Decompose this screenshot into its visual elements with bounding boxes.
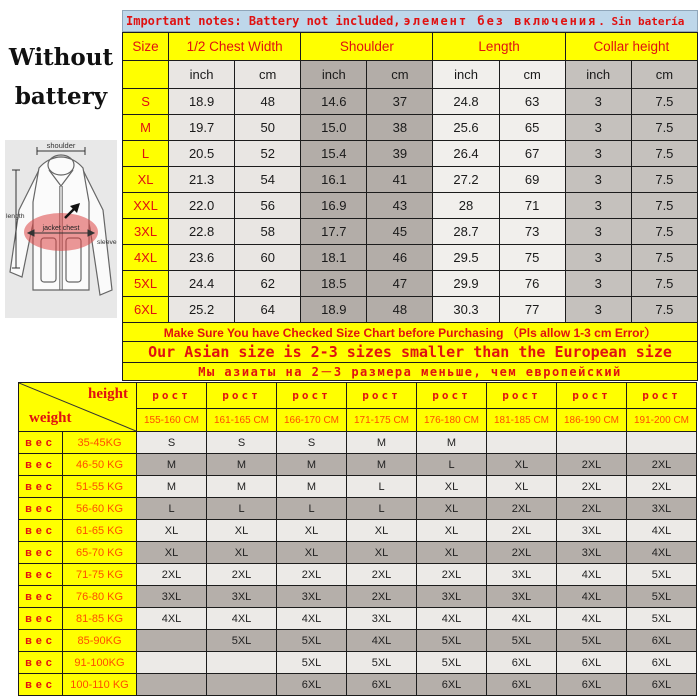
recommended-size-cell: 4XL bbox=[487, 608, 557, 630]
measurement-cell: 46 bbox=[367, 245, 433, 271]
measurement-cell: 30.3 bbox=[433, 297, 499, 323]
measurement-cell: 39 bbox=[367, 141, 433, 167]
recommended-size-cell: XL bbox=[347, 520, 417, 542]
height-range-header: 171-175 CM bbox=[347, 409, 417, 432]
recommended-size-cell: 6XL bbox=[557, 674, 627, 696]
measurement-cell: 76 bbox=[499, 271, 565, 297]
weight-row-label: вес bbox=[19, 652, 63, 674]
measurement-cell: 15.4 bbox=[301, 141, 367, 167]
recommended-size-cell: 3XL bbox=[487, 586, 557, 608]
size-label: 6XL bbox=[123, 297, 169, 323]
without-battery-line2: battery bbox=[14, 83, 108, 111]
measurement-cell: 62 bbox=[235, 271, 301, 297]
measurement-cell: 43 bbox=[367, 193, 433, 219]
measurement-cell: 18.5 bbox=[301, 271, 367, 297]
measurement-cell: 20.5 bbox=[169, 141, 235, 167]
recommended-size-cell: 2XL bbox=[137, 564, 207, 586]
recommended-size-cell: L bbox=[347, 476, 417, 498]
weight-row-label: вес bbox=[19, 432, 63, 454]
jacket-measurement-diagram bbox=[5, 140, 117, 318]
measurement-cell: 71 bbox=[499, 193, 565, 219]
measurement-cell: 27.2 bbox=[433, 167, 499, 193]
weight-row-label: вес bbox=[19, 630, 63, 652]
length-measure-label: length bbox=[6, 213, 25, 221]
weight-row bbox=[19, 432, 697, 454]
weight-range-cell: 65-70 KG bbox=[63, 542, 137, 564]
recommended-size-cell: 4XL bbox=[557, 564, 627, 586]
recommended-size-cell: 5XL bbox=[487, 630, 557, 652]
recommended-size-cell: L bbox=[347, 498, 417, 520]
recommended-size-cell: L bbox=[277, 498, 347, 520]
recommended-size-cell: 4XL bbox=[277, 608, 347, 630]
banner-text-english: Important notes: Battery not included, bbox=[126, 14, 401, 28]
measurement-cell: 16.9 bbox=[301, 193, 367, 219]
measurement-cell: 65 bbox=[499, 115, 565, 141]
height-column-header: рост bbox=[347, 383, 417, 409]
recommended-size-cell: M bbox=[417, 432, 487, 454]
recommended-size-cell: M bbox=[277, 454, 347, 476]
weight-row bbox=[19, 542, 697, 564]
weight-row-label: вес bbox=[19, 476, 63, 498]
measurement-cell: 3 bbox=[565, 115, 631, 141]
measurement-cell: 29.5 bbox=[433, 245, 499, 271]
recommended-size-cell: 2XL bbox=[627, 454, 697, 476]
weight-row-label: вес bbox=[19, 674, 63, 696]
measurement-cell: 7.5 bbox=[631, 219, 697, 245]
recommended-size-cell: 2XL bbox=[277, 564, 347, 586]
recommended-size-cell: 2XL bbox=[487, 520, 557, 542]
unit-header: cm bbox=[499, 61, 565, 89]
size-label: XL bbox=[123, 167, 169, 193]
unit-header: cm bbox=[235, 61, 301, 89]
recommended-size-cell: XL bbox=[137, 542, 207, 564]
recommended-size-cell: 5XL bbox=[627, 586, 697, 608]
measure-group-header: Collar height bbox=[565, 33, 697, 61]
recommended-size-cell: 3XL bbox=[627, 498, 697, 520]
height-range-header: 186-190 CM bbox=[557, 409, 627, 432]
measurement-cell: 63 bbox=[499, 89, 565, 115]
weight-row bbox=[19, 608, 697, 630]
measurement-cell: 24.8 bbox=[433, 89, 499, 115]
recommended-size-cell: 2XL bbox=[557, 454, 627, 476]
recommended-size-cell: XL bbox=[137, 520, 207, 542]
recommended-size-cell: 4XL bbox=[417, 608, 487, 630]
recommended-size-cell: M bbox=[277, 476, 347, 498]
height-column-header: рост bbox=[277, 383, 347, 409]
measurement-cell: 64 bbox=[235, 297, 301, 323]
height-range-header: 155-160 CM bbox=[137, 409, 207, 432]
measurement-cell: 69 bbox=[499, 167, 565, 193]
recommended-size-cell: S bbox=[207, 432, 277, 454]
measurement-cell: 7.5 bbox=[631, 245, 697, 271]
measurement-cell: 52 bbox=[235, 141, 301, 167]
weight-row bbox=[19, 630, 697, 652]
measurement-cell: 18.9 bbox=[169, 89, 235, 115]
recommended-size-cell: XL bbox=[207, 520, 277, 542]
measurement-cell: 29.9 bbox=[433, 271, 499, 297]
measurement-cell: 7.5 bbox=[631, 167, 697, 193]
weight-range-cell: 76-80 KG bbox=[63, 586, 137, 608]
height-column-header: рост bbox=[137, 383, 207, 409]
measurement-cell: 48 bbox=[235, 89, 301, 115]
recommended-size-cell bbox=[207, 674, 277, 696]
unit-header: inch bbox=[565, 61, 631, 89]
measurement-cell: 21.3 bbox=[169, 167, 235, 193]
weight-range-cell: 81-85 KG bbox=[63, 608, 137, 630]
recommended-size-cell: 5XL bbox=[207, 630, 277, 652]
recommended-size-cell: 3XL bbox=[557, 520, 627, 542]
measurement-cell: 18.1 bbox=[301, 245, 367, 271]
recommended-size-cell: 4XL bbox=[627, 542, 697, 564]
measurement-cell: 7.5 bbox=[631, 193, 697, 219]
recommended-size-cell: 6XL bbox=[277, 674, 347, 696]
measurement-cell: 17.7 bbox=[301, 219, 367, 245]
size-label: 4XL bbox=[123, 245, 169, 271]
size-column-header: Size bbox=[123, 33, 169, 61]
measurement-cell: 3 bbox=[565, 89, 631, 115]
measurement-cell: 19.7 bbox=[169, 115, 235, 141]
chest-highlight-ellipse bbox=[24, 213, 98, 251]
jacket-diagram-svg bbox=[5, 140, 117, 318]
recommended-size-cell: M bbox=[347, 432, 417, 454]
measurement-cell: 67 bbox=[499, 141, 565, 167]
recommended-size-cell: M bbox=[347, 454, 417, 476]
weight-range-cell: 71-75 KG bbox=[63, 564, 137, 586]
recommended-size-cell: 4XL bbox=[557, 608, 627, 630]
weight-range-cell: 85-90KG bbox=[63, 630, 137, 652]
measurement-cell: 48 bbox=[367, 297, 433, 323]
weight-row-label: вес bbox=[19, 586, 63, 608]
height-column-header: рост bbox=[207, 383, 277, 409]
recommended-size-cell: 4XL bbox=[557, 586, 627, 608]
measurement-cell: 18.9 bbox=[301, 297, 367, 323]
unit-header-spacer bbox=[123, 61, 169, 89]
measurement-cell: 73 bbox=[499, 219, 565, 245]
measurement-cell: 50 bbox=[235, 115, 301, 141]
recommended-size-cell: 5XL bbox=[627, 608, 697, 630]
recommended-size-cell: 5XL bbox=[627, 564, 697, 586]
recommended-size-cell: 6XL bbox=[627, 652, 697, 674]
size-chart-note-1: Make Sure You have Checked Size Chart before Purchasing （Pls allow 1-3 cm Error） bbox=[123, 323, 698, 342]
recommended-size-cell: L bbox=[207, 498, 277, 520]
weight-row bbox=[19, 476, 697, 498]
recommended-size-cell: 5XL bbox=[347, 652, 417, 674]
recommended-size-cell: 6XL bbox=[557, 652, 627, 674]
measure-group-header: 1/2 Chest Width bbox=[169, 33, 301, 61]
recommended-size-cell: 3XL bbox=[207, 586, 277, 608]
weight-row bbox=[19, 564, 697, 586]
recommended-size-cell: 5XL bbox=[557, 630, 627, 652]
measurement-cell: 3 bbox=[565, 245, 631, 271]
recommended-size-cell bbox=[207, 652, 277, 674]
recommended-size-cell bbox=[487, 432, 557, 454]
height-column-header: рост bbox=[417, 383, 487, 409]
left-panel bbox=[0, 10, 122, 318]
recommended-size-cell: L bbox=[417, 454, 487, 476]
banner-text-russian: элемент без включения bbox=[403, 14, 598, 28]
weight-height-table bbox=[18, 382, 697, 696]
recommended-size-cell: L bbox=[137, 498, 207, 520]
weight-row-label: вес bbox=[19, 542, 63, 564]
recommended-size-cell: XL bbox=[347, 542, 417, 564]
height-range-header: 181-185 CM bbox=[487, 409, 557, 432]
weight-row-label: вес bbox=[19, 520, 63, 542]
height-range-header: 166-170 CM bbox=[277, 409, 347, 432]
recommended-size-cell: 5XL bbox=[277, 630, 347, 652]
recommended-size-cell bbox=[137, 674, 207, 696]
chest-measure-label: jacket chest bbox=[42, 225, 80, 233]
size-label: L bbox=[123, 141, 169, 167]
measurement-cell: 7.5 bbox=[631, 89, 697, 115]
measurement-cell: 28 bbox=[433, 193, 499, 219]
recommended-size-cell: 4XL bbox=[347, 630, 417, 652]
size-label: 3XL bbox=[123, 219, 169, 245]
measurement-cell: 77 bbox=[499, 297, 565, 323]
recommended-size-cell: XL bbox=[277, 542, 347, 564]
measurement-cell: 75 bbox=[499, 245, 565, 271]
recommended-size-cell: S bbox=[137, 432, 207, 454]
measurement-cell: 37 bbox=[367, 89, 433, 115]
measurement-cell: 22.8 bbox=[169, 219, 235, 245]
recommended-size-cell: 5XL bbox=[277, 652, 347, 674]
recommended-size-cell: 5XL bbox=[417, 652, 487, 674]
recommended-size-cell: 3XL bbox=[557, 542, 627, 564]
recommended-size-cell: 6XL bbox=[627, 630, 697, 652]
measurement-cell: 23.6 bbox=[169, 245, 235, 271]
recommended-size-cell: XL bbox=[417, 498, 487, 520]
size-chart-note-2: Our Asian size is 2-3 sizes smaller than the European size bbox=[123, 342, 698, 363]
banner-text-spanish: . Sin batería bbox=[598, 14, 685, 28]
weight-row-label: вес bbox=[19, 608, 63, 630]
height-range-header: 176-180 CM bbox=[417, 409, 487, 432]
recommended-size-cell: 6XL bbox=[487, 674, 557, 696]
size-chart-note-3: Мы азиаты на 2－3 размера меньше, чем европейский bbox=[123, 363, 698, 381]
weight-row bbox=[19, 520, 697, 542]
unit-header: cm bbox=[631, 61, 697, 89]
unit-header: inch bbox=[301, 61, 367, 89]
measurement-cell: 25.2 bbox=[169, 297, 235, 323]
measurement-cell: 3 bbox=[565, 297, 631, 323]
measurement-cell: 3 bbox=[565, 141, 631, 167]
recommended-size-cell: M bbox=[137, 476, 207, 498]
measurement-cell: 15.0 bbox=[301, 115, 367, 141]
recommended-size-cell: 2XL bbox=[347, 586, 417, 608]
recommended-size-cell: 2XL bbox=[487, 542, 557, 564]
recommended-size-cell: XL bbox=[417, 476, 487, 498]
without-battery-label bbox=[0, 38, 122, 116]
weight-range-cell: 35-45KG bbox=[63, 432, 137, 454]
measurement-cell: 58 bbox=[235, 219, 301, 245]
measurement-cell: 7.5 bbox=[631, 115, 697, 141]
measurement-cell: 24.4 bbox=[169, 271, 235, 297]
unit-header: cm bbox=[367, 61, 433, 89]
weight-row bbox=[19, 586, 697, 608]
recommended-size-cell: 2XL bbox=[487, 498, 557, 520]
weight-range-cell: 61-65 KG bbox=[63, 520, 137, 542]
weight-range-cell: 100-110 KG bbox=[63, 674, 137, 696]
recommended-size-cell: 4XL bbox=[627, 520, 697, 542]
recommended-size-cell: 6XL bbox=[627, 674, 697, 696]
weight-row bbox=[19, 498, 697, 520]
measurement-cell: 3 bbox=[565, 271, 631, 297]
measurement-cell: 7.5 bbox=[631, 271, 697, 297]
measurement-cell: 14.6 bbox=[301, 89, 367, 115]
size-label: 5XL bbox=[123, 271, 169, 297]
measurement-cell: 7.5 bbox=[631, 297, 697, 323]
without-battery-line1: Without bbox=[8, 44, 114, 71]
size-label: XXL bbox=[123, 193, 169, 219]
weight-row bbox=[19, 454, 697, 476]
measurement-cell: 16.1 bbox=[301, 167, 367, 193]
recommended-size-cell: 3XL bbox=[417, 586, 487, 608]
recommended-size-cell: 6XL bbox=[347, 674, 417, 696]
measurement-cell: 38 bbox=[367, 115, 433, 141]
measurement-cell: 22.0 bbox=[169, 193, 235, 219]
measurement-cell: 26.4 bbox=[433, 141, 499, 167]
measurement-cell: 3 bbox=[565, 219, 631, 245]
size-label: M bbox=[123, 115, 169, 141]
recommended-size-cell: XL bbox=[207, 542, 277, 564]
weight-range-cell: 56-60 KG bbox=[63, 498, 137, 520]
recommended-size-cell: 5XL bbox=[417, 630, 487, 652]
measurement-cell: 41 bbox=[367, 167, 433, 193]
height-column-header: рост bbox=[487, 383, 557, 409]
measurement-cell: 60 bbox=[235, 245, 301, 271]
sleeve-label: sleeve bbox=[97, 239, 117, 247]
weight-row-label: вес bbox=[19, 454, 63, 476]
measurement-cell: 47 bbox=[367, 271, 433, 297]
corner-weight-label: weight bbox=[29, 410, 72, 426]
measurement-cell: 28.7 bbox=[433, 219, 499, 245]
weight-range-cell: 91-100KG bbox=[63, 652, 137, 674]
measure-group-header: Shoulder bbox=[301, 33, 433, 61]
shoulder-measure-label: shoulder bbox=[46, 141, 76, 151]
weight-range-cell: 46-50 KG bbox=[63, 454, 137, 476]
recommended-size-cell bbox=[557, 432, 627, 454]
recommended-size-cell: XL bbox=[487, 454, 557, 476]
unit-header: inch bbox=[433, 61, 499, 89]
height-range-header: 161-165 CM bbox=[207, 409, 277, 432]
recommended-size-cell: M bbox=[207, 454, 277, 476]
recommended-size-cell: 2XL bbox=[557, 476, 627, 498]
recommended-size-cell: 4XL bbox=[207, 608, 277, 630]
corner-height-label: height bbox=[87, 386, 128, 402]
recommended-size-cell: XL bbox=[417, 520, 487, 542]
measurement-cell: 54 bbox=[235, 167, 301, 193]
measurement-cell: 7.5 bbox=[631, 141, 697, 167]
recommended-size-cell: 2XL bbox=[557, 498, 627, 520]
measure-group-header: Length bbox=[433, 33, 565, 61]
recommended-size-cell: 4XL bbox=[137, 608, 207, 630]
corner-header-cell bbox=[19, 383, 137, 432]
measurement-cell: 45 bbox=[367, 219, 433, 245]
recommended-size-cell: 3XL bbox=[137, 586, 207, 608]
recommended-size-cell: M bbox=[207, 476, 277, 498]
measurement-cell: 25.6 bbox=[433, 115, 499, 141]
recommended-size-cell bbox=[137, 652, 207, 674]
recommended-size-cell: 3XL bbox=[487, 564, 557, 586]
recommended-size-cell: 2XL bbox=[417, 564, 487, 586]
weight-row bbox=[19, 652, 697, 674]
measurement-cell: 3 bbox=[565, 193, 631, 219]
recommended-size-cell: XL bbox=[487, 476, 557, 498]
weight-row bbox=[19, 674, 697, 696]
height-column-header: рост bbox=[627, 383, 697, 409]
recommended-size-cell: 3XL bbox=[347, 608, 417, 630]
recommended-size-cell: 6XL bbox=[417, 674, 487, 696]
weight-row-label: вес bbox=[19, 498, 63, 520]
measurement-cell: 56 bbox=[235, 193, 301, 219]
unit-header: inch bbox=[169, 61, 235, 89]
height-range-header: 191-200 CM bbox=[627, 409, 697, 432]
recommended-size-cell: S bbox=[277, 432, 347, 454]
recommended-size-cell: 6XL bbox=[487, 652, 557, 674]
recommended-size-cell bbox=[137, 630, 207, 652]
recommended-size-cell bbox=[627, 432, 697, 454]
recommended-size-cell: 2XL bbox=[347, 564, 417, 586]
recommended-size-cell: XL bbox=[417, 542, 487, 564]
measurement-cell: 3 bbox=[565, 167, 631, 193]
recommended-size-cell: 2XL bbox=[207, 564, 277, 586]
recommended-size-cell: 3XL bbox=[277, 586, 347, 608]
weight-row-label: вес bbox=[19, 564, 63, 586]
recommended-size-cell: M bbox=[137, 454, 207, 476]
weight-range-cell: 51-55 KG bbox=[63, 476, 137, 498]
recommended-size-cell: XL bbox=[277, 520, 347, 542]
important-notes-banner bbox=[122, 10, 698, 32]
size-label: S bbox=[123, 89, 169, 115]
recommended-size-cell: 2XL bbox=[627, 476, 697, 498]
size-chart-table bbox=[122, 32, 698, 381]
height-column-header: рост bbox=[557, 383, 627, 409]
